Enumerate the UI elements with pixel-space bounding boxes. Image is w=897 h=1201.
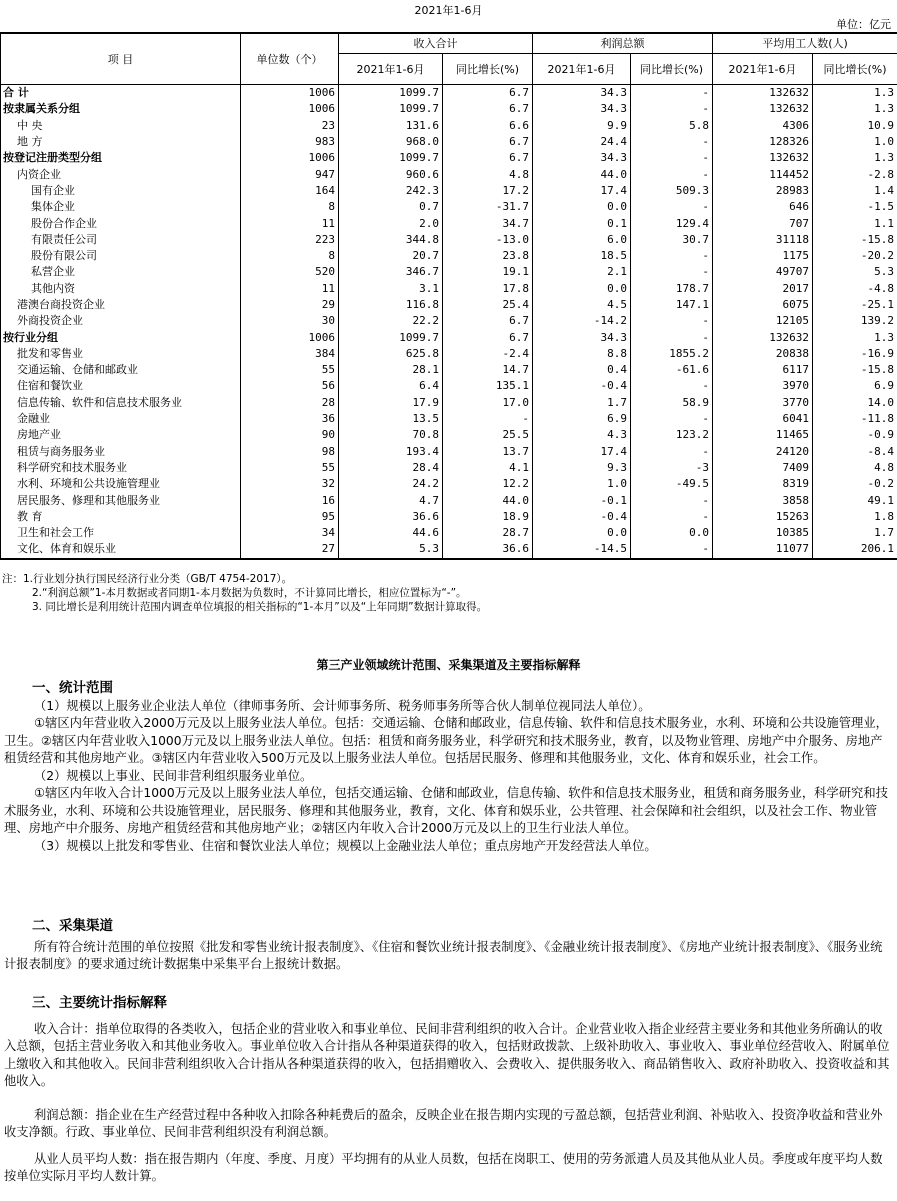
cell-revenue-growth: 17.8	[443, 281, 533, 297]
cell-profit-growth: -	[631, 541, 713, 558]
cell-units: 8	[241, 248, 339, 264]
cell-employees: 49707	[713, 264, 813, 280]
cell-employees: 6117	[713, 362, 813, 378]
cell-revenue-growth: 4.1	[443, 460, 533, 476]
cell-item-name: 科学研究和技术服务业	[1, 460, 241, 476]
table-row	[1, 492, 897, 508]
sub-header-period: 2021年1-6月	[339, 54, 443, 85]
cell-employees: 31118	[713, 232, 813, 248]
table-notes	[2, 572, 487, 614]
cell-employees: 132632	[713, 101, 813, 117]
table-row	[1, 427, 897, 443]
indicator-employees: 从业人员平均人数：指在报告期内（年度、季度、月度）平均拥有的从业人员数，包括在岗职工、使用的劳务派遣人员及其他从业人员。季度或年度平均人数按单位实际月平均人数计算。	[4, 1151, 883, 1183]
cell-profit-growth: -	[631, 378, 713, 394]
cell-revenue: 1099.7	[339, 85, 443, 102]
cell-employees: 132632	[713, 150, 813, 166]
cell-revenue: 3.1	[339, 281, 443, 297]
table-row	[1, 232, 897, 248]
cell-profit-growth: -3	[631, 460, 713, 476]
table-row	[1, 150, 897, 166]
cell-units: 36	[241, 411, 339, 427]
cell-item-name: 地 方	[1, 134, 241, 150]
cell-profit-growth: -	[631, 509, 713, 525]
cell-revenue: 1099.7	[339, 101, 443, 117]
channel-heading: 二、采集渠道	[32, 918, 113, 934]
cell-profit-growth: 0.0	[631, 525, 713, 541]
cell-item-name: 批发和零售业	[1, 346, 241, 362]
cell-revenue: 17.9	[339, 395, 443, 411]
cell-units: 30	[241, 313, 339, 329]
cell-item-name: 住宿和餐饮业	[1, 378, 241, 394]
cell-profit-growth: -49.5	[631, 476, 713, 492]
cell-employees-growth: 6.9	[813, 378, 897, 394]
cell-profit: 9.9	[533, 118, 631, 134]
cell-profit-growth: 509.3	[631, 183, 713, 199]
cell-employees-growth: 1.3	[813, 85, 897, 102]
cell-profit-growth: -	[631, 85, 713, 102]
cell-item-name: 内资企业	[1, 166, 241, 182]
cell-employees-growth: -8.4	[813, 444, 897, 460]
cell-units: 1006	[241, 150, 339, 166]
col-header-item: 项 目	[1, 33, 241, 85]
cell-item-name: 港澳台商投资企业	[1, 297, 241, 313]
cell-profit: 4.3	[533, 427, 631, 443]
scope-para: （1）规模以上服务业企业法人单位（律师事务所、会计师事务所、税务师事务所等合伙人制单位视同法人单位）。	[34, 698, 651, 713]
cell-units: 98	[241, 444, 339, 460]
table-row	[1, 362, 897, 378]
cell-profit: 0.1	[533, 215, 631, 231]
scope-para: ①辖区内年营业收入2000万元及以上服务业法人单位。包括：交通运输、仓储和邮政业，信息传输、软件和信息技术服务业，水利、环境和公共设施管理业，卫生。②辖区内年营业收入1000万元及以上服务业法人单位。包括：租赁和商务服务业，科学研究和技术服务业，教育，以及物业管理、房地产中介服务、房地产租赁经营和其他房地产业。③辖区内年营业收入500万元及以上服务业法人单位。包括居民服务、修理和其他服务业，文化、体育和娱乐业，社会工作。	[4, 716, 888, 765]
cell-item-name: 信息传输、软件和信息技术服务业	[1, 395, 241, 411]
cell-profit: 0.4	[533, 362, 631, 378]
sub-header-growth: 同比增长(%)	[443, 54, 533, 85]
note-3: 3. 同比增长是利用统计范围内调查单位填报的相关指标的“1-本月”以及“上年同期”数据计算取得。	[32, 601, 488, 613]
cell-profit: 34.3	[533, 329, 631, 345]
cell-item-name: 股份有限公司	[1, 248, 241, 264]
cell-profit-growth: -	[631, 492, 713, 508]
cell-employees-growth: -1.5	[813, 199, 897, 215]
cell-employees: 11077	[713, 541, 813, 558]
cell-item-name: 租赁与商务服务业	[1, 444, 241, 460]
cell-profit: 34.3	[533, 101, 631, 117]
cell-revenue: 625.8	[339, 346, 443, 362]
cell-revenue-growth: 28.7	[443, 525, 533, 541]
cell-profit-growth: -	[631, 264, 713, 280]
cell-profit: 18.5	[533, 248, 631, 264]
cell-employees-growth: 1.1	[813, 215, 897, 231]
cell-profit-growth: 58.9	[631, 395, 713, 411]
scope-para: ①辖区内年收入合计1000万元及以上服务业法人单位，包括交通运输、仓储和邮政业，信息传输、软件和信息技术服务业，租赁和商务服务业，科学研究和技术服务业，水利、环境和公共设施管理业，居民服务、修理和其他服务业，教育，文化、体育和娱乐业，公共管理、社会保障和社会组织，以及社会工作、物业管理、房地产中介服务、房地产租赁经营和其他房地产业；②辖区内年收入合计2000万元及以上的卫生行业法人单位。	[4, 786, 888, 835]
table-row	[1, 101, 897, 117]
cell-profit-growth: -	[631, 444, 713, 460]
cell-profit: 4.5	[533, 297, 631, 313]
cell-employees-growth: -15.8	[813, 362, 897, 378]
cell-revenue: 6.4	[339, 378, 443, 394]
cell-profit-growth: 1855.2	[631, 346, 713, 362]
cell-profit-growth: -	[631, 199, 713, 215]
cell-item-name: 集体企业	[1, 199, 241, 215]
cell-revenue-growth: 17.2	[443, 183, 533, 199]
cell-item-name: 按行业分组	[1, 329, 241, 345]
cell-item-name: 私营企业	[1, 264, 241, 280]
table-row	[1, 346, 897, 362]
cell-employees-growth: 1.3	[813, 101, 897, 117]
cell-profit: 2.1	[533, 264, 631, 280]
cell-revenue-growth: 25.4	[443, 297, 533, 313]
cell-profit-growth: 5.8	[631, 118, 713, 134]
table-row	[1, 248, 897, 264]
cell-profit: 24.4	[533, 134, 631, 150]
cell-units: 1006	[241, 329, 339, 345]
cell-revenue-growth: 25.5	[443, 427, 533, 443]
cell-profit-growth: -	[631, 313, 713, 329]
cell-employees-growth: 139.2	[813, 313, 897, 329]
cell-revenue: 968.0	[339, 134, 443, 150]
cell-item-name: 教 育	[1, 509, 241, 525]
col-header-profit: 利润总额	[533, 33, 713, 54]
section-scope	[4, 680, 892, 855]
cell-profit: -0.1	[533, 492, 631, 508]
table-row	[1, 509, 897, 525]
col-header-revenue: 收入合计	[339, 33, 533, 54]
table-row	[1, 444, 897, 460]
cell-item-name: 国有企业	[1, 183, 241, 199]
cell-employees: 20838	[713, 346, 813, 362]
cell-units: 29	[241, 297, 339, 313]
cell-revenue-growth: -13.0	[443, 232, 533, 248]
cell-revenue-growth: -	[443, 411, 533, 427]
cell-profit-growth: -61.6	[631, 362, 713, 378]
cell-employees: 2017	[713, 281, 813, 297]
cell-units: 27	[241, 541, 339, 558]
table-row	[1, 541, 897, 558]
cell-employees-growth: 1.8	[813, 509, 897, 525]
cell-units: 55	[241, 362, 339, 378]
cell-employees: 646	[713, 199, 813, 215]
cell-profit: 17.4	[533, 444, 631, 460]
cell-revenue-growth: 18.9	[443, 509, 533, 525]
cell-profit-growth: -	[631, 329, 713, 345]
cell-employees: 3770	[713, 395, 813, 411]
cell-profit-growth: 129.4	[631, 215, 713, 231]
cell-employees: 707	[713, 215, 813, 231]
cell-employees: 132632	[713, 85, 813, 102]
cell-profit: 34.3	[533, 150, 631, 166]
cell-profit: 6.0	[533, 232, 631, 248]
cell-revenue: 1099.7	[339, 150, 443, 166]
cell-item-name: 文化、体育和娱乐业	[1, 541, 241, 558]
cell-revenue: 20.7	[339, 248, 443, 264]
cell-profit: 1.7	[533, 395, 631, 411]
cell-revenue: 28.4	[339, 460, 443, 476]
cell-employees: 28983	[713, 183, 813, 199]
cell-employees-growth: -0.9	[813, 427, 897, 443]
cell-revenue-growth: 6.7	[443, 134, 533, 150]
cell-units: 32	[241, 476, 339, 492]
cell-employees: 7409	[713, 460, 813, 476]
table-row	[1, 183, 897, 199]
cell-units: 23	[241, 118, 339, 134]
cell-revenue-growth: 36.6	[443, 541, 533, 558]
cell-units: 95	[241, 509, 339, 525]
cell-profit: 6.9	[533, 411, 631, 427]
cell-units: 11	[241, 281, 339, 297]
sub-header-period: 2021年1-6月	[713, 54, 813, 85]
table-row	[1, 476, 897, 492]
table-row	[1, 460, 897, 476]
cell-revenue-growth: 6.7	[443, 329, 533, 345]
cell-item-name: 交通运输、仓储和邮政业	[1, 362, 241, 378]
cell-revenue-growth: 135.1	[443, 378, 533, 394]
cell-employees-growth: -15.8	[813, 232, 897, 248]
cell-employees-growth: 1.0	[813, 134, 897, 150]
cell-item-name: 其他内资	[1, 281, 241, 297]
cell-profit: 34.3	[533, 85, 631, 102]
cell-employees: 24120	[713, 444, 813, 460]
cell-units: 55	[241, 460, 339, 476]
cell-revenue: 5.3	[339, 541, 443, 558]
table-row	[1, 313, 897, 329]
cell-revenue-growth: 6.7	[443, 85, 533, 102]
cell-profit-growth: 123.2	[631, 427, 713, 443]
table-body	[1, 85, 897, 559]
table-row	[1, 281, 897, 297]
scope-para: （2）规模以上事业、民间非营利组织服务业单位。	[34, 768, 313, 783]
cell-employees: 6075	[713, 297, 813, 313]
cell-employees: 6041	[713, 411, 813, 427]
cell-revenue-growth: 6.7	[443, 313, 533, 329]
cell-profit: -0.4	[533, 509, 631, 525]
cell-item-name: 卫生和社会工作	[1, 525, 241, 541]
cell-revenue: 44.6	[339, 525, 443, 541]
table-row	[1, 118, 897, 134]
cell-revenue: 0.7	[339, 199, 443, 215]
scope-para: （3）规模以上批发和零售业、住宿和餐饮业法人单位；规模以上金融业法人单位；重点房地产开发经营法人单位。	[34, 838, 657, 853]
cell-revenue-growth: 14.7	[443, 362, 533, 378]
cell-revenue: 70.8	[339, 427, 443, 443]
table-row	[1, 134, 897, 150]
table-row	[1, 297, 897, 313]
cell-revenue-growth: 34.7	[443, 215, 533, 231]
cell-profit-growth: -	[631, 166, 713, 182]
table-row	[1, 378, 897, 394]
statistics-table	[0, 32, 897, 560]
cell-employees: 8319	[713, 476, 813, 492]
scope-heading: 一、统计范围	[32, 680, 113, 696]
col-header-employees: 平均用工人数(人)	[713, 33, 897, 54]
cell-profit: 0.0	[533, 525, 631, 541]
cell-units: 223	[241, 232, 339, 248]
cell-employees: 114452	[713, 166, 813, 182]
cell-item-name: 外商投资企业	[1, 313, 241, 329]
cell-profit-growth: 30.7	[631, 232, 713, 248]
cell-revenue: 36.6	[339, 509, 443, 525]
cell-item-name: 水利、环境和公共设施管理业	[1, 476, 241, 492]
cell-employees: 3970	[713, 378, 813, 394]
cell-profit: 9.3	[533, 460, 631, 476]
cell-employees-growth: 1.7	[813, 525, 897, 541]
cell-profit-growth: -	[631, 101, 713, 117]
table-row	[1, 411, 897, 427]
cell-units: 34	[241, 525, 339, 541]
cell-employees-growth: -4.8	[813, 281, 897, 297]
cell-profit: 44.0	[533, 166, 631, 182]
cell-profit-growth: -	[631, 248, 713, 264]
cell-revenue-growth: 13.7	[443, 444, 533, 460]
cell-employees-growth: 1.4	[813, 183, 897, 199]
cell-units: 384	[241, 346, 339, 362]
cell-revenue-growth: -2.4	[443, 346, 533, 362]
cell-profit: 17.4	[533, 183, 631, 199]
cell-revenue: 1099.7	[339, 329, 443, 345]
note-1: 注：1.行业划分执行国民经济行业分类（GB/T 4754-2017）。	[2, 573, 293, 585]
channel-para: 所有符合统计范围的单位按照《批发和零售业统计报表制度》、《住宿和餐饮业统计报表制度》、《金融业统计报表制度》、《房地产业统计报表制度》、《服务业统计报表制度》的要求通过统计数据集中采集平台上报统计数据。	[4, 939, 883, 971]
cell-revenue: 4.7	[339, 492, 443, 508]
cell-revenue: 242.3	[339, 183, 443, 199]
cell-revenue-growth: 23.8	[443, 248, 533, 264]
cell-employees-growth: 5.3	[813, 264, 897, 280]
cell-units: 28	[241, 395, 339, 411]
indicators-heading: 三、主要统计指标解释	[32, 995, 167, 1011]
cell-units: 947	[241, 166, 339, 182]
cell-units: 16	[241, 492, 339, 508]
table-row	[1, 199, 897, 215]
cell-employees: 10385	[713, 525, 813, 541]
cell-employees: 11465	[713, 427, 813, 443]
cell-employees-growth: 1.3	[813, 150, 897, 166]
cell-employees-growth: 206.1	[813, 541, 897, 558]
section-title: 第三产业领域统计范围、采集渠道及主要指标解释	[316, 658, 581, 672]
cell-employees: 128326	[713, 134, 813, 150]
cell-units: 1006	[241, 101, 339, 117]
cell-employees-growth: -11.8	[813, 411, 897, 427]
unit-label: 单位：亿元	[836, 18, 891, 31]
cell-employees-growth: -16.9	[813, 346, 897, 362]
cell-units: 164	[241, 183, 339, 199]
cell-revenue-growth: 6.7	[443, 101, 533, 117]
cell-revenue: 13.5	[339, 411, 443, 427]
cell-item-name: 按隶属关系分组	[1, 101, 241, 117]
sub-header-growth: 同比增长(%)	[813, 54, 897, 85]
report-period: 2021年1-6月	[414, 4, 483, 17]
cell-employees-growth: -2.8	[813, 166, 897, 182]
cell-revenue-growth: 12.2	[443, 476, 533, 492]
cell-profit: 0.0	[533, 281, 631, 297]
cell-employees: 15263	[713, 509, 813, 525]
section-indicators	[4, 995, 892, 1186]
cell-units: 90	[241, 427, 339, 443]
cell-profit: 1.0	[533, 476, 631, 492]
cell-employees-growth: -0.2	[813, 476, 897, 492]
cell-employees: 3858	[713, 492, 813, 508]
table-row	[1, 525, 897, 541]
cell-profit-growth: -	[631, 150, 713, 166]
cell-revenue: 28.1	[339, 362, 443, 378]
cell-profit-growth: 178.7	[631, 281, 713, 297]
cell-revenue: 344.8	[339, 232, 443, 248]
cell-revenue: 131.6	[339, 118, 443, 134]
table-row	[1, 166, 897, 182]
cell-revenue-growth: 6.7	[443, 150, 533, 166]
cell-units: 8	[241, 199, 339, 215]
table-row	[1, 395, 897, 411]
cell-employees: 4306	[713, 118, 813, 134]
indicator-profit: 利润总额：指企业在生产经营过程中各种收入扣除各种耗费后的盈余，反映企业在报告期内实现的亏盈总额，包括营业利润、补贴收入、投资净收益和营业外收支净额。行政、事业单位、民间非营利组织没有利润总额。	[4, 1107, 883, 1139]
cell-revenue: 22.2	[339, 313, 443, 329]
cell-item-name: 金融业	[1, 411, 241, 427]
cell-employees-growth: 14.0	[813, 395, 897, 411]
cell-revenue-growth: -31.7	[443, 199, 533, 215]
sub-header-period: 2021年1-6月	[533, 54, 631, 85]
cell-employees-growth: 10.9	[813, 118, 897, 134]
table-row	[1, 264, 897, 280]
cell-employees-growth: 4.8	[813, 460, 897, 476]
table-row	[1, 85, 897, 102]
cell-profit: 8.8	[533, 346, 631, 362]
cell-profit-growth: -	[631, 411, 713, 427]
cell-item-name: 按登记注册类型分组	[1, 150, 241, 166]
cell-revenue: 2.0	[339, 215, 443, 231]
cell-item-name: 房地产业	[1, 427, 241, 443]
cell-item-name: 居民服务、修理和其他服务业	[1, 492, 241, 508]
cell-revenue-growth: 6.6	[443, 118, 533, 134]
cell-units: 11	[241, 215, 339, 231]
cell-units: 56	[241, 378, 339, 394]
cell-profit: -14.5	[533, 541, 631, 558]
cell-employees-growth: 1.3	[813, 329, 897, 345]
cell-profit: -14.2	[533, 313, 631, 329]
cell-units: 520	[241, 264, 339, 280]
cell-revenue-growth: 4.8	[443, 166, 533, 182]
sub-header-growth: 同比增长(%)	[631, 54, 713, 85]
cell-units: 983	[241, 134, 339, 150]
note-2: 2.“利润总额”1-本月数据或者同期1-本月数据为负数时，不计算同比增长，相应位置标为“-”。	[32, 587, 467, 599]
cell-item-name: 有限责任公司	[1, 232, 241, 248]
cell-employees: 1175	[713, 248, 813, 264]
cell-employees-growth: -20.2	[813, 248, 897, 264]
cell-item-name: 股份合作企业	[1, 215, 241, 231]
section-channel	[4, 918, 892, 974]
cell-revenue: 116.8	[339, 297, 443, 313]
cell-employees: 12105	[713, 313, 813, 329]
cell-revenue: 24.2	[339, 476, 443, 492]
cell-revenue: 193.4	[339, 444, 443, 460]
cell-revenue: 346.7	[339, 264, 443, 280]
cell-revenue-growth: 17.0	[443, 395, 533, 411]
cell-revenue: 960.6	[339, 166, 443, 182]
cell-profit: 0.0	[533, 199, 631, 215]
cell-item-name: 合 计	[1, 85, 241, 102]
cell-profit-growth: -	[631, 134, 713, 150]
cell-employees-growth: -25.1	[813, 297, 897, 313]
cell-profit: -0.4	[533, 378, 631, 394]
cell-item-name: 中 央	[1, 118, 241, 134]
cell-revenue-growth: 44.0	[443, 492, 533, 508]
col-header-units: 单位数（个）	[241, 33, 339, 85]
table-row	[1, 329, 897, 345]
cell-revenue-growth: 19.1	[443, 264, 533, 280]
indicator-revenue: 收入合计：指单位取得的各类收入，包括企业的营业收入和事业单位、民间非营利组织的收入合计。企业营业收入指企业经营主要业务和其他业务所确认的收入总额，包括主营业务收入和其他业务收入。事业单位收入合计指从各种渠道获得的收入，包括财政拨款、上级补助收入、事业收入、事业单位经营收入、附属单位上缴收入和其他收入。民间非营利组织收入合计指从各种渠道获得的收入，包括捐赠收入、会费收入、提供服务收入、商品销售收入、政府补助收入、投资收益和其他收入。	[4, 1021, 890, 1088]
table-row	[1, 215, 897, 231]
cell-units: 1006	[241, 85, 339, 102]
cell-employees: 132632	[713, 329, 813, 345]
cell-profit-growth: 147.1	[631, 297, 713, 313]
cell-employees-growth: 49.1	[813, 492, 897, 508]
